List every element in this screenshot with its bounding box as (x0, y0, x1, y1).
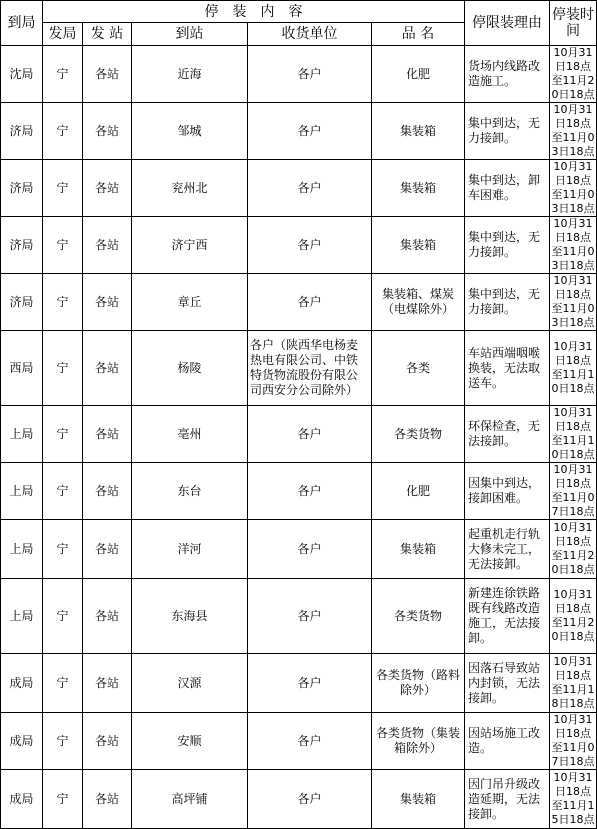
cell-consignee: 各户 (248, 713, 372, 770)
cell-to-station: 安顺 (132, 713, 248, 770)
cell-from-station: 各站 (83, 463, 132, 520)
cell-to-station: 东海县 (132, 579, 248, 654)
cell-goods: 各类货物 (372, 579, 465, 654)
table-row (1, 274, 597, 331)
cell-goods: 各类 (372, 331, 465, 406)
table-row (1, 520, 597, 579)
cell-goods: 集装箱 (372, 217, 465, 274)
cell-to-bureau: 上局 (1, 520, 43, 579)
header-period: 停装时间 (550, 1, 597, 46)
cell-from-station: 各站 (83, 274, 132, 331)
cell-to-bureau: 上局 (1, 406, 43, 463)
cell-reason: 因站场施工改造。 (465, 713, 550, 770)
cell-from-bureau: 宁 (43, 331, 83, 406)
header-to-station: 到站 (132, 23, 248, 46)
cell-reason: 集中到达，无力接卸。 (465, 217, 550, 274)
cell-from-station: 各站 (83, 160, 132, 217)
cell-consignee: 各户 (248, 654, 372, 713)
cell-goods: 化肥 (372, 463, 465, 520)
cell-reason: 车站西端咽喉换装，无法取送车。 (465, 331, 550, 406)
cell-from-bureau: 宁 (43, 770, 83, 829)
cell-reason: 因门吊升级改造延期，无法接卸。 (465, 770, 550, 829)
cell-consignee: 各户 (248, 274, 372, 331)
cell-from-bureau: 宁 (43, 520, 83, 579)
cell-consignee: 各户 (248, 46, 372, 103)
cell-reason: 新建连徐铁路既有线路改造施工，无法接卸。 (465, 579, 550, 654)
cell-reason: 因落石导致站内封锁，无法接卸。 (465, 654, 550, 713)
cell-from-station: 各站 (83, 520, 132, 579)
cell-from-station: 各站 (83, 770, 132, 829)
cell-consignee: 各户 (248, 579, 372, 654)
header-goods: 品 名 (372, 23, 465, 46)
cell-from-station: 各站 (83, 103, 132, 160)
cell-to-bureau: 沈局 (1, 46, 43, 103)
cell-to-station: 兖州北 (132, 160, 248, 217)
table-row (1, 160, 597, 217)
cell-reason: 集中到达，无力接卸。 (465, 274, 550, 331)
cell-goods: 集装箱 (372, 520, 465, 579)
cell-period: 10月31日18点至11月10日18点 (551, 406, 595, 461)
cell-consignee: 各户 (248, 520, 372, 579)
cell-goods: 各类货物（集装箱除外） (372, 713, 465, 770)
cell-consignee: 各户 (248, 770, 372, 829)
cell-from-bureau: 宁 (43, 274, 83, 331)
cell-from-bureau: 宁 (43, 103, 83, 160)
cell-to-bureau: 成局 (1, 654, 43, 713)
cell-reason: 环保检查，无法接卸。 (465, 406, 550, 463)
cell-consignee: 各户 (248, 406, 372, 463)
table-body (1, 46, 597, 829)
cell-from-bureau: 宁 (43, 579, 83, 654)
cell-period: 10月31日18点至11月18日18点 (550, 654, 597, 713)
header-stop-content: 停 装 内 容 (43, 1, 465, 23)
cell-consignee: 各户 (248, 217, 372, 274)
cell-from-bureau: 宁 (43, 463, 83, 520)
cell-to-bureau: 成局 (1, 713, 43, 770)
cell-from-bureau: 宁 (43, 713, 83, 770)
cell-reason: 集中到达，无力接卸。 (465, 103, 550, 160)
cell-from-station: 各站 (83, 654, 132, 713)
cell-to-station: 章丘 (132, 274, 248, 331)
cell-consignee: 各户 (248, 160, 372, 217)
header-reason: 停限装理由 (465, 1, 550, 46)
cell-to-station: 济宁西 (132, 217, 248, 274)
cell-from-bureau: 宁 (43, 406, 83, 463)
cell-period: 10月31日18点至11月10日18点 (550, 331, 597, 406)
cell-period: 10月31日18点至11月03日18点 (551, 274, 595, 329)
cell-goods: 集装箱、煤炭（电煤除外） (372, 274, 465, 331)
cell-from-station: 各站 (83, 217, 132, 274)
cell-to-station: 东台 (132, 463, 248, 520)
header-from-bureau: 发局 (43, 23, 83, 46)
table-row (1, 654, 597, 713)
cell-to-station: 杨陵 (132, 331, 248, 406)
cell-from-station: 各站 (83, 579, 132, 654)
table-row (1, 770, 597, 829)
cell-goods: 各类货物（路料除外） (372, 654, 465, 713)
cell-to-station: 洋河 (132, 520, 248, 579)
cell-goods: 集装箱 (372, 103, 465, 160)
table-row (1, 217, 597, 274)
cell-to-bureau: 济局 (1, 217, 43, 274)
header-row-1 (1, 1, 597, 23)
cell-to-bureau: 成局 (1, 770, 43, 829)
cell-from-bureau: 宁 (43, 46, 83, 103)
cell-period: 10月31日18点至11月03日18点 (551, 217, 595, 272)
table-row (1, 463, 597, 520)
table-row (1, 713, 597, 770)
cell-consignee: 各户（陕西华电杨麦热电有限公司、中铁特货物流股份有限公司西安分公司除外） (248, 331, 372, 406)
table-row (1, 103, 597, 160)
cell-to-station: 邹城 (132, 103, 248, 160)
cell-to-bureau: 济局 (1, 103, 43, 160)
cell-reason: 起重机走行轨大修未完工，无法接卸。 (465, 520, 550, 579)
cell-reason: 集中到达，卸车困难。 (465, 160, 550, 217)
cell-goods: 集装箱 (372, 770, 465, 829)
cell-period: 10月31日18点至11月15日18点 (550, 770, 597, 829)
table-row (1, 579, 597, 654)
cell-period: 10月31日18点至11月03日18点 (551, 160, 595, 215)
header-from-station: 发 站 (83, 23, 132, 46)
cell-to-bureau: 上局 (1, 579, 43, 654)
cell-to-station: 近海 (132, 46, 248, 103)
cell-to-bureau: 济局 (1, 160, 43, 217)
cell-to-bureau: 西局 (1, 331, 43, 406)
cell-reason: 货场内线路改造施工。 (465, 46, 550, 103)
cell-goods: 化肥 (372, 46, 465, 103)
cell-to-station: 亳州 (132, 406, 248, 463)
cell-period: 10月31日18点至11月20日18点 (550, 579, 597, 654)
cell-period: 10月31日18点至11月03日18点 (551, 103, 595, 158)
cell-period: 10月31日18点至11月20日18点 (550, 520, 597, 579)
cell-reason: 因集中到达，接卸困难。 (465, 463, 550, 520)
cell-to-bureau: 济局 (1, 274, 43, 331)
cell-goods: 集装箱 (372, 160, 465, 217)
cell-to-bureau: 上局 (1, 463, 43, 520)
cell-goods: 各类货物 (372, 406, 465, 463)
table-row (1, 331, 597, 406)
cell-from-station: 各站 (83, 46, 132, 103)
cell-from-bureau: 宁 (43, 217, 83, 274)
cell-from-station: 各站 (83, 713, 132, 770)
table-row (1, 46, 597, 103)
cell-consignee: 各户 (248, 103, 372, 160)
cell-period: 10月31日18点至11月07日18点 (551, 463, 595, 518)
header-consignee: 收货单位 (248, 23, 372, 46)
cell-period: 10月31日18点至11月07日18点 (551, 713, 595, 768)
table-row (1, 406, 597, 463)
cell-period: 10月31日18点至11月20日18点 (551, 46, 595, 101)
cell-to-station: 高坪铺 (132, 770, 248, 829)
cell-from-station: 各站 (83, 406, 132, 463)
cell-from-bureau: 宁 (43, 160, 83, 217)
cell-from-station: 各站 (83, 331, 132, 406)
cell-to-station: 汉源 (132, 654, 248, 713)
cell-from-bureau: 宁 (43, 654, 83, 713)
cell-consignee: 各户 (248, 463, 372, 520)
header-to-bureau: 到局 (1, 1, 43, 46)
